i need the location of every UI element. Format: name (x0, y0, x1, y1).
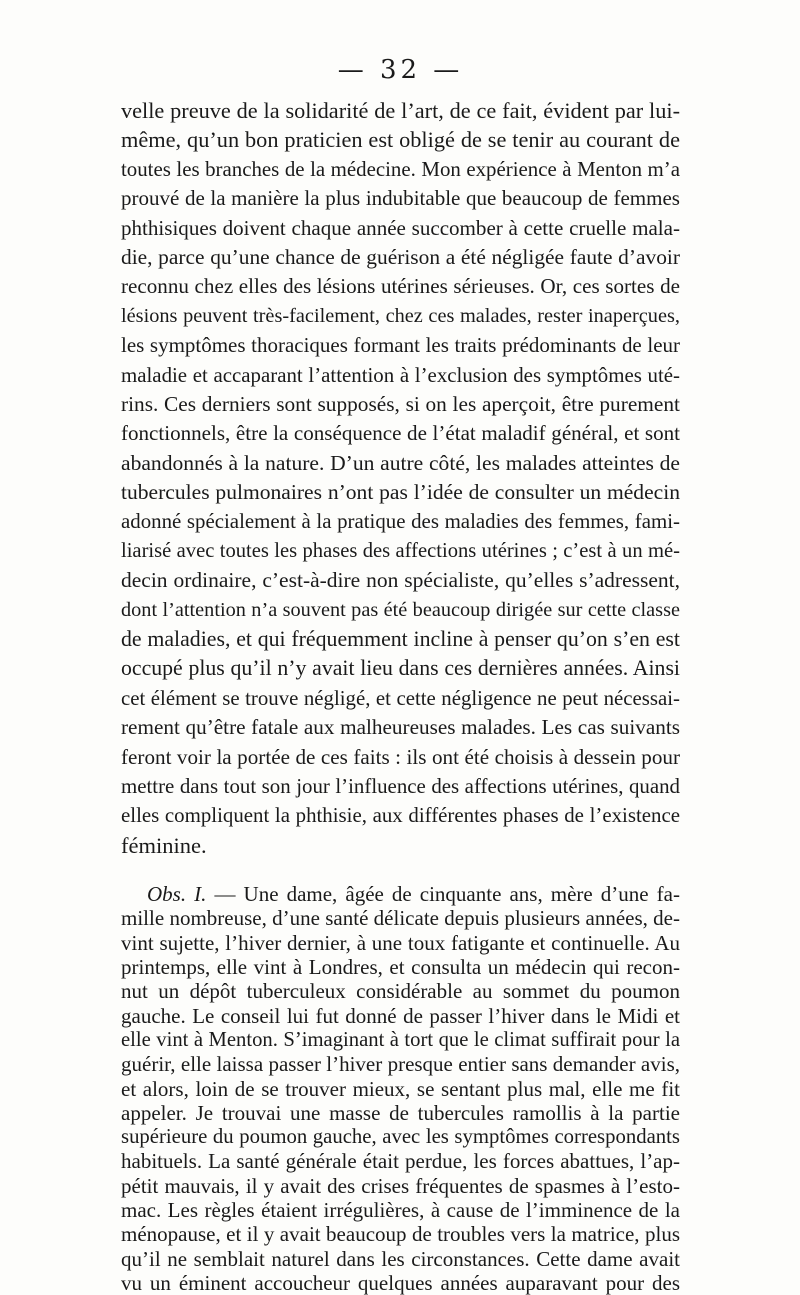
text-line: dont l’attention n’a souvent pas été beaucoup dirigée sur cette classe (121, 598, 680, 621)
text-line: les symptômes thoraciques formant les traits prédominants de leur (121, 333, 680, 358)
text-line: elles compliquent la phthisie, aux différentes phases de l’existence (121, 803, 680, 828)
text-line: liarisé avec toutes les phases des affections utérines ; c’est à un mé- (121, 539, 680, 562)
text-line: elle vint à Menton. S’imaginant à tort que le climat suffirait pour la (121, 1028, 680, 1051)
text-line: cet élément se trouve négligé, et cette négligence ne peut nécessai- (121, 685, 680, 710)
text-line: mac. Les règles étaient irrégulières, à cause de l’imminence de la (121, 1198, 680, 1223)
text-line: même, qu’un bon praticien est obligé de se tenir au courant de (121, 127, 680, 153)
paragraph-intro (121, 96, 680, 860)
observation-intro-text: — Une dame, âgée de cinquante ans, mère d’une fa- (206, 882, 680, 907)
text-line: rement qu’être fatale aux malheureuses malades. Les cas suivants (121, 715, 680, 740)
text-line: reconnu chez elles des lésions utérines sérieuses. Or, ces sortes de (121, 274, 680, 299)
page-number: — 32 — (337, 55, 464, 85)
text-line: guérir, elle laissa passer l’hiver presque entier sans demander avis, (121, 1052, 680, 1077)
text-line: toutes les branches de la médecine. Mon expérience à Menton m’a (121, 156, 680, 181)
text-line: decin ordinaire, c’est-à-dire non spécialiste, qu’elles s’adressent, (121, 568, 680, 593)
paragraph-observation-1 (121, 882, 680, 1295)
observation-label: Obs. I. (147, 882, 207, 907)
text-line: fonctionnels, être la conséquence de l’état maladif général, et sont (121, 421, 680, 446)
text-line: appeler. Je trouvai une masse de tubercules ramollis à la partie (121, 1100, 680, 1125)
text-line: mettre dans tout son jour l’influence des affections utérines, quand (121, 773, 680, 798)
text-line: pétit mauvais, il y avait des crises fréquentes de spasmes à l’esto- (121, 1173, 680, 1198)
text-line: rins. Ces derniers sont supposés, si on les aperçoit, être purement (121, 391, 680, 416)
text-line: maladie et accaparant l’attention à l’exclusion des symptômes uté- (121, 362, 680, 387)
text-line: habituels. La santé générale était perdue, les forces abattues, l’ap- (121, 1149, 680, 1174)
text-line: adonné spécialement à la pratique des maladies des femmes, fami- (121, 509, 680, 534)
text-line (121, 882, 680, 906)
text-line: abandonnés à la nature. D’un autre côté, les malades atteintes de (121, 450, 680, 475)
text-line: qu’il ne semblait naturel dans les circonstances. Cette dame avait (121, 1246, 680, 1271)
text-line: nut un dépôt tuberculeux considérable au sommet du poumon (121, 979, 680, 1004)
paragraph-gap (121, 860, 680, 882)
text-line: mille nombreuse, d’une santé délicate depuis plusieurs années, de- (121, 906, 680, 931)
text-line: et alors, loin de se trouver mieux, se sentant plus mal, elle me fit (121, 1076, 680, 1101)
text-line: tubercules pulmonaires n’ont pas l’idée de consulter un médecin (121, 480, 680, 505)
text-line: die, parce qu’une chance de guérison a été négligée faute d’avoir (121, 244, 680, 269)
text-line: ménopause, et il y avait beaucoup de troubles vers la matrice, plus (121, 1222, 680, 1247)
text-line: vint sujette, l’hiver dernier, à une toux fatigante et continuelle. Au (121, 930, 680, 955)
text-line: féminine. (121, 832, 207, 858)
text-line: supérieure du poumon gauche, avec les symptômes correspondants (121, 1126, 680, 1149)
text-line: de maladies, et qui fréquemment incline à penser qu’on s’en est (121, 627, 680, 652)
text-line: lésions peuvent très-facilement, chez ces malades, rester inaperçues, (121, 304, 680, 327)
text-line: velle preuve de la solidarité de l’art, de ce fait, évident par lui- (121, 98, 680, 123)
text-line: vu un éminent accoucheur quelques années auparavant pour des (121, 1270, 680, 1295)
text-line: feront voir la portée de ces faits : ils ont été choisis à dessein pour (121, 744, 680, 769)
text-line: printemps, elle vint à Londres, et consulta un médecin qui recon- (121, 955, 680, 980)
text-line: gauche. Le conseil lui fut donné de passer l’hiver dans le Midi et (121, 1003, 680, 1028)
text-line: occupé plus qu’il n’y avait lieu dans ces dernières années. Ainsi (121, 656, 680, 681)
text-line: phthisiques doivent chaque année succomber à cette cruelle mala- (121, 215, 680, 240)
text-line: prouvé de la manière la plus indubitable que beaucoup de femmes (121, 186, 680, 211)
